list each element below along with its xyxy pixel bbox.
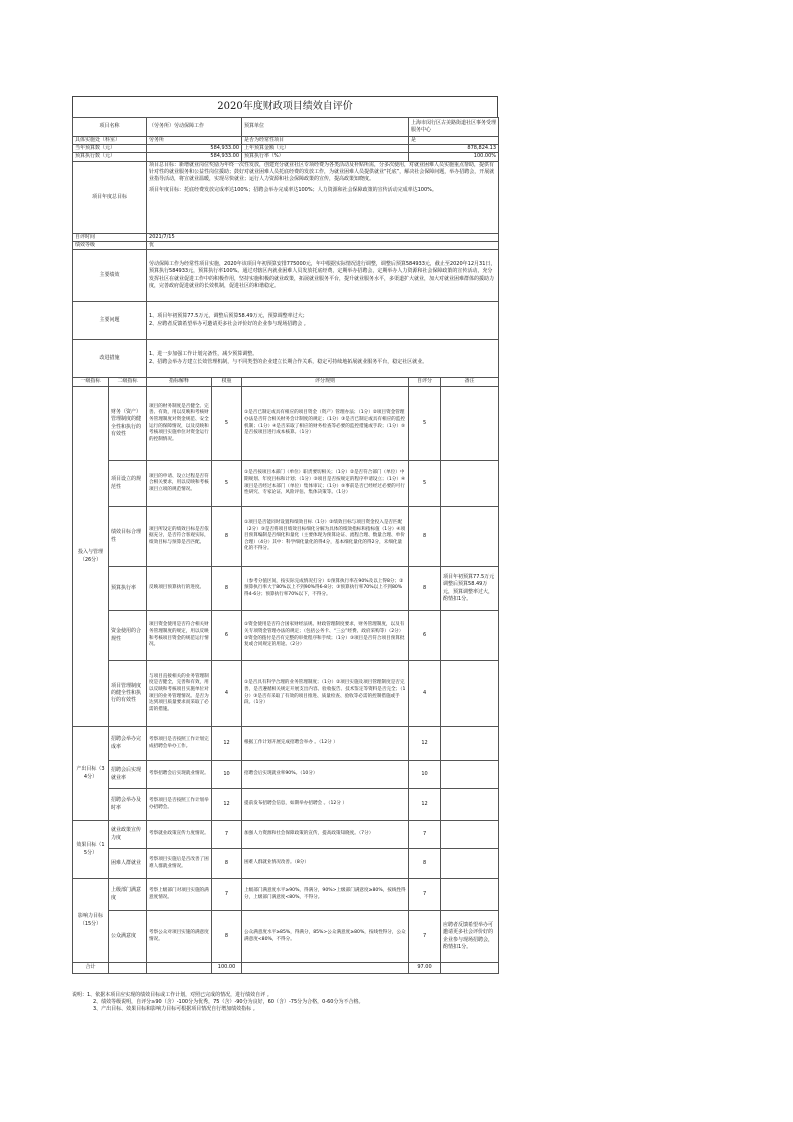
indicator-name: 就业政策宣传力度 [109,821,147,849]
grade-value: 优 [147,241,499,249]
remark [441,879,499,911]
exec-rate-label: 预算执行率（%） [242,153,409,161]
goal-text [147,161,499,233]
group-name: 投入与管理（26分） [73,387,109,727]
self-score: 7 [409,821,441,849]
indicator-name: 招聘会举办完成率 [109,727,147,761]
indicator-explanation: 考察项目是否按照工作计划举办招聘会。 [147,789,212,821]
indicator-name: 项目管理制度的健全性和执行的有效性 [109,661,147,727]
remark [441,821,499,849]
scoring-rule: ①是否按项目本部门（单位）职责要切相关；（1分）②是否符合部门（单位）中期规划、年度目标和计划；（1分）③项目是否按规定的程序申请设立；（1分）④项目是否经过本部门（单位）集体审议；（1分）⑤事前是否已经经过必要的可行性研究、专家论证、风险评估、集体决策等。（1分） [242,461,409,507]
remark [441,761,499,789]
table-header-row [73,378,499,387]
scoring-rule: （参考分值区间，按实际完成情况打分）①预算执行率在90%及以上得8分；②预算执行率大于80%以上不到90%得6-8分；③预算执行率70%以上不到80%得4-6分；预算执行率70%以下，不得分。 [242,567,409,611]
self-score: 5 [409,387,441,461]
remark: 项目年初预算77.5万元调整后预算58.49万元，预算调整率过大，酌情扣1分。 [441,567,499,611]
exec-amount: 584,933.00 [147,153,242,161]
goal-text-2: 项目年度目标：托底经费发放完成率达100%；招聘会举办完成率达100%；人力资源和社会保障政策的宣传活动完成率达100%。 [149,187,437,194]
indicator-explanation: 考察项目是否按照工作计划完成招聘会举办工作。 [147,727,212,761]
total-weight: 100.00 [212,963,242,974]
indicator-explanation: 与项目直接相关的业务管理制度是否健全，完善和有效，用以反映和考核项目实施单位对项目的业务管理情况。是否为达到项目质量要求而采取了必需的措施。 [147,661,212,727]
empty-cell [441,963,499,974]
table-row [73,821,499,849]
dept: 劳务所 [147,137,242,145]
table-row [73,789,499,821]
indicator-explanation: 反映项目预算执行的进度。 [147,567,212,611]
table-row [73,911,499,963]
header-cell: 备注 [441,378,499,387]
evaluation-sheet [72,96,498,974]
table-row [73,727,499,761]
indicator-explanation: 考察公众对项目实施的满意度情况。 [147,911,212,963]
indicator-name: 预算执行率 [109,567,147,611]
cur-budget-label: 当年预算数（元） [73,145,147,153]
header-cell: 二级指标 [109,378,147,387]
improve-label: 改进措施 [73,340,147,378]
recurring-label: 是否为经常性项目 [242,137,409,145]
total-label: 合计 [73,963,109,974]
self-score: 12 [409,789,441,821]
self-score: 12 [409,727,441,761]
table-row [73,849,499,879]
indicator-weight: 10 [212,761,242,789]
recurring-value: 是 [409,137,499,145]
table-row [73,879,499,911]
scoring-rule: 招聘会后实现就业率90%。（10分） [242,761,409,789]
empty-cell [147,963,212,974]
table-row [73,461,499,507]
main-perf-text: 劳动保障工作为经常性项目实施，2020年该项目年初预算安排775000元，年中根据实际情况进行调整，调整后预算584933元，截止至2020年12月31日，预算执行584933元，预算执行率100%。通过对辖区内就业困难人员发放托底经费，定期举办招聘会，定期举办人力资源和社会保障政策的宣传活动，充分发挥社区在就业促进工作中的积极作用，坚持实施积极的就业政策，拓展就业服务平台，提升就业服务水平，多渠道扩大就业，加大对就业困难群体的援助力度，完善政府促进就业的长效机制，促进社区的和谐稳定。 [147,250,499,302]
group-name: 产出目标（34分） [73,727,109,821]
remark [441,507,499,567]
budget-unit: 上海市闵行区古美路街道社区事务受理服务中心 [409,118,499,137]
header-cell: 自评分 [409,378,441,387]
self-eval-time-label: 自评时间 [73,233,147,241]
header-cell: 评分规则 [242,378,409,387]
remark [441,387,499,461]
prev-budget: 878,824.13 [409,145,499,153]
remark [441,611,499,661]
indicator-weight: 5 [212,461,242,507]
dept-label: 具体实施处（科室） [73,137,147,145]
indicator-weight: 7 [212,879,242,911]
self-eval-time: 2021/7/15 [147,233,499,241]
indicator-name: 招聘会举办及时率 [109,789,147,821]
indicator-explanation: 考察上级部门对项目实施的满意度情况。 [147,879,212,911]
table-row [73,661,499,727]
indicator-explanation: 考察招聘会后实现就业情况。 [147,761,212,789]
budget-unit-label: 预算单位 [242,118,409,137]
header-cell: 权重 [212,378,242,387]
indicator-weight: 5 [212,387,242,461]
prev-budget-label: 上年预算金额（元） [242,145,409,153]
scoring-rule: 加强人力资源和社会保障政策的宣传，提高政策知晓度。（7分） [242,821,409,849]
footnote-2: 2、绩效等级说明，自评分≥90（含）-100分为优秀，75（含）-90分为良好，60（含）-75分为合格，0-60分为不合格。 [93,999,364,1006]
table-row [73,761,499,789]
indicator-explanation: 考察项目实施后是否改善了困难人群就业情况。 [147,849,212,879]
goal-label: 项目年度总目标 [73,161,147,233]
self-score: 5 [409,461,441,507]
empty-cell [109,963,147,974]
indicator-weight: 7 [212,821,242,849]
table-row [73,507,499,567]
goal-text-1: 项目总目标：新增就业岗位奖励为年终一次性发放，创建充分就业社区专项经费为各类活动及补贴所需，分多次使用，对就业困难人员实施重点帮助，提供有针对性的就业服务和公益性岗位援助；鼓好对就业困难人员托底经费的发放工作，为就业困难人员提供就业“托底”，解决社会保障问题，举办招聘会，开展就业指导活动，将宣就业温暖，实现尽快就业；运行人力资源和社会保障政策的宣传，提高政策知晓度。 [149,161,495,183]
scoring-rule: 公众满意度水平≥85%，得满分，85%>公众满意度≥80%，按线性得分，公众满意度<80%，不得分。 [242,911,409,963]
indicator-name: 招聘会后实现就业率 [109,761,147,789]
self-score: 8 [409,567,441,611]
evaluation-table [72,117,499,974]
indicator-name: 公众满意度 [109,911,147,963]
remark [441,789,499,821]
issues-label: 主要问题 [73,302,147,340]
footnote-3: 3、产出目标、效果目标和影响力目标可根据项目情况自行增加绩效指标 。 [93,1006,258,1013]
self-score: 4 [409,661,441,727]
indicator-name: 财务（资产）管理制度的健全性和执行的有效性 [109,387,147,461]
scoring-rule: 提前发布招聘会信息，如期举办招聘会 。（12分 ） [242,789,409,821]
table-row [73,611,499,661]
indicator-name: 项目设立的规范性 [109,461,147,507]
group-name: 效果目标（15分） [73,821,109,879]
indicator-name: 困难人群就业 [109,849,147,879]
remark: 应聘者反馈希望举办可邀请更多社会评价好的企业参与现场招聘会，酌情扣1分。 [441,911,499,963]
indicator-explanation: 项目所设定的绩效目标是否依据充分，是否符合客观实际，绩效目标与预算是否匹配。 [147,507,212,567]
indicator-explanation: 项目的财务制度是否健全、完善、有效，用以反映和考核财务管理制度对资金规范、安全运行的保障情况，以及反映和考核项目实施单位对资金运行的控制情况。 [147,387,212,461]
indicator-weight: 12 [212,727,242,761]
indicator-weight: 4 [212,661,242,727]
remark [441,849,499,879]
remark [441,461,499,507]
project-name-label: 项目名称 [73,118,147,137]
total-row [73,963,499,974]
indicator-explanation: 项目资金使用是否符合相关财务管理制度的规定，用以反映和考核项目资金的规范运行情况。 [147,611,212,661]
indicator-name: 资金使用的合规性 [109,611,147,661]
scoring-rule: ①是否已制定或具有相应的项目资金（资产）管理办法；（1分）②项目资金管理办法是否符合相关财务会计制度的规定；（1分）③是否已制定或具有相应的监控机制；（1分）④是否采取了相应的财务检查等必要的监控措施或手段；（1分）⑤是否按项目进行成本核算。（1分） [242,387,409,461]
exec-label: 预算执行数（元） [73,153,147,161]
scoring-rule: ①资金使用是否符合国家财经法规、财政管理制度要求，财务管理制度，以及有关专项资金管理办法的规定；（包括公务卡、“三公”经费、政府采购等）（2分）②资金的拨付是否有完整的审批程序和手续；（1分）③项目是否符合项目预算批复或合同规定的用途。（2分） [242,611,409,661]
indicator-weight: 12 [212,789,242,821]
remark [441,727,499,761]
indicator-weight: 6 [212,611,242,661]
indicator-name: 绩效目标合理性 [109,507,147,567]
empty-cell [242,963,409,974]
footnotes [72,992,498,1014]
indicator-explanation: 项目的申请、设立过程是否符合相关要求，用以反映和考核项目立项的规范情况。 [147,461,212,507]
indicator-weight: 8 [212,849,242,879]
self-score: 6 [409,611,441,661]
cur-budget: 584,933.00 [147,145,242,153]
exec-rate: 100.00% [409,153,499,161]
group-name: 影响力目标（15分） [73,879,109,963]
indicator-explanation: 考察就业政策宣传力度情况。 [147,821,212,849]
self-score: 8 [409,849,441,879]
header-cell: 指标解释 [147,378,212,387]
indicator-weight: 8 [212,911,242,963]
scoring-rule: ①是否具有科学合理的业务管理制度；（1分）②项目实施及项目管理制度是否完善，是否遵循相关规定开展支出内容、验收报告、技术鉴定等资料是否完全；（1分）③是否有采取了有效的项目推进、质量检查、验收等必需的控制措施或手段。（1分） [242,661,409,727]
document-title: 2020年度财政项目绩效自评价 [72,96,498,117]
self-score: 7 [409,911,441,963]
self-score: 7 [409,879,441,911]
issues-text: 1、项目年初预算77.5万元，调整后预算58.49万元，预算调整率过大； 2、应聘者反馈希望举办可邀请更多社会评价好的企业参与现场招聘会 。 [147,302,499,340]
project-name: （劳务所）劳动保障工作 [147,118,242,137]
table-row [73,567,499,611]
scoring-rule: 困难人群就业情况改善。（8分） [242,849,409,879]
self-score: 8 [409,507,441,567]
main-perf-label: 主要绩效 [73,250,147,302]
scoring-rule: 上级部门满意度水平≥90%，得满分，90%>上级部门满意度≥80%，按线性得分，上级部门满意度<80%，不得分。 [242,879,409,911]
scoring-rule: 根据工作计划开展完成招聘会举办 。（12分 ） [242,727,409,761]
scoring-rule: ①项目是否能同时设置和绩效目标（1分）②绩效目标与项目资金投入是否匹配（2分）③是否将项目绩效目标细化分解为具体的绩效指标和指标值（1分）④项目预算编制是否细化和量化（主要体现为预算论证、流程合理、数量合理、单价合理）（4分）其中：科学细化量化的得4分，基本细化量化的得2分，未细化量化的不得分。 [242,507,409,567]
self-score: 10 [409,761,441,789]
indicator-name: 上级部门满意度 [109,879,147,911]
remark [441,661,499,727]
improve-text: 1、进一步加强工作计划完备性，减少预算调整。 2、招聘会举办方建立长效管理机制，与不同类型的企业建立长期合作关系，稳定可持续地拓展就业服务平台，稳定社区就业。 [147,340,499,378]
indicator-weight: 8 [212,507,242,567]
total-score: 97.00 [409,963,441,974]
indicator-weight: 8 [212,567,242,611]
table-row [73,387,499,461]
grade-label: 绩效等级 [73,241,147,249]
header-cell: 一级指标 [73,378,109,387]
footnote-1: 说明：1、依据本项目应实现的绩效目标或工作计划，对照已完成的情况，进行绩效自评 。 [72,992,272,998]
